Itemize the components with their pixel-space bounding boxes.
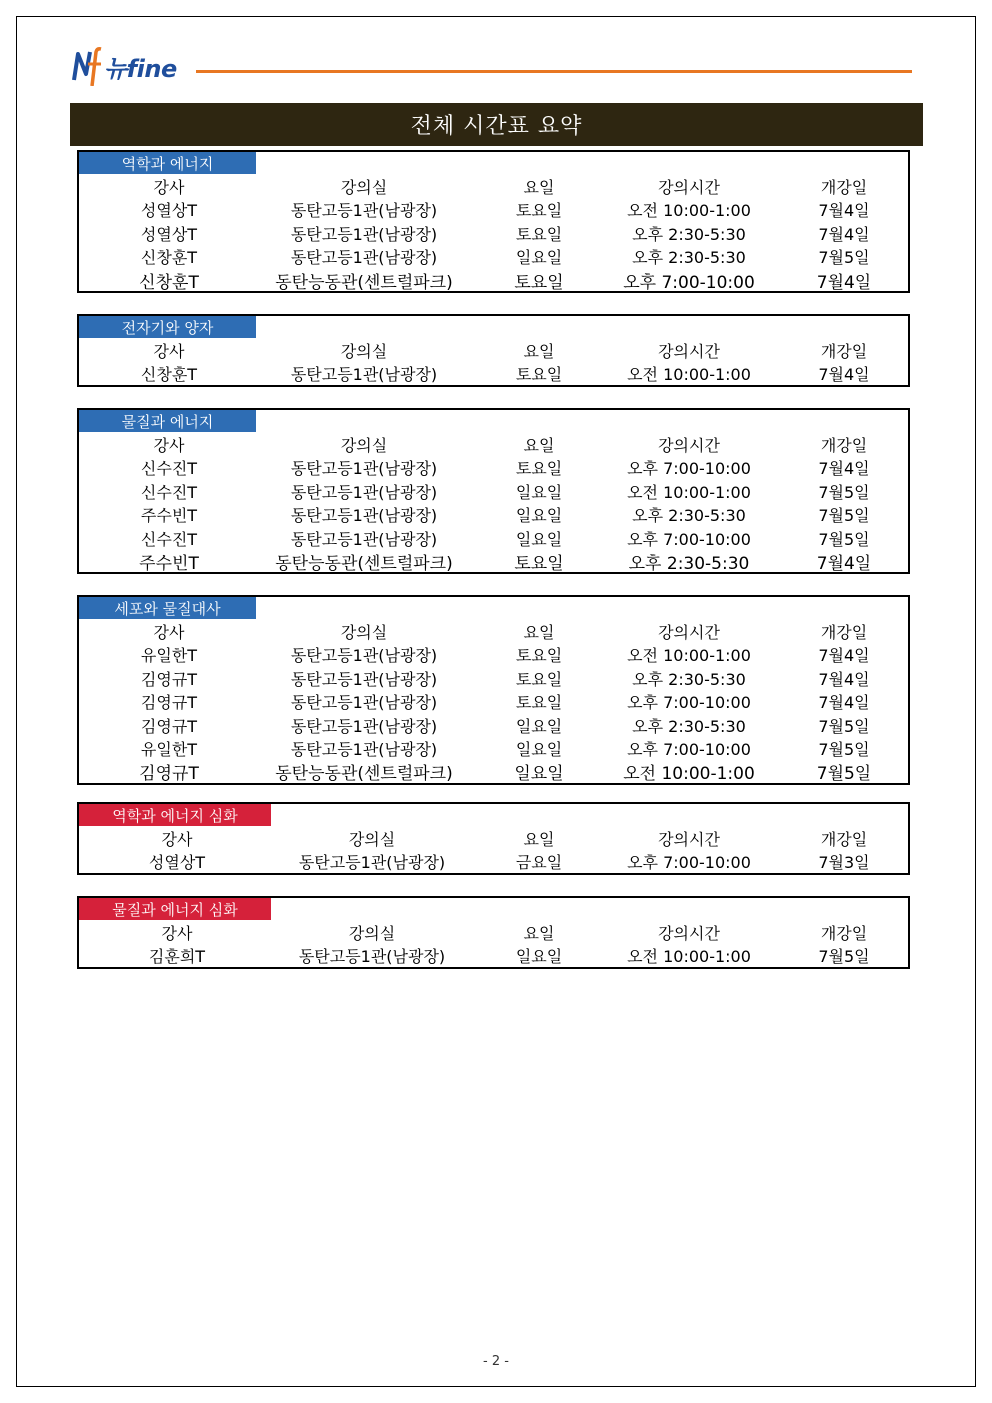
cell-teacher: 신창훈T (140, 248, 198, 267)
section-label: 물질과 에너지 심화 (79, 898, 271, 920)
cell-teacher: 유일한T (140, 740, 198, 759)
column-header-day: 요일 (523, 342, 555, 361)
cell-time: 오후 2:30-5:30 (632, 670, 746, 689)
cell-room: 동탄고등1관(남광장) (290, 365, 438, 384)
cell-room: 동탄고등1관(남광장) (290, 506, 438, 525)
cell-time: 오후 7:00-10:00 (623, 273, 755, 293)
table-row (79, 527, 908, 550)
cell-room: 동탄고등1관(남광장) (290, 693, 438, 712)
column-header-day: 요일 (523, 924, 555, 943)
column-header-day: 요일 (523, 178, 555, 197)
cell-day: 토요일 (515, 225, 563, 244)
cell-start-date: 7월5일 (818, 506, 870, 525)
column-header-room: 강의실 (348, 924, 396, 943)
table-header-row (79, 827, 908, 850)
cell-day: 토요일 (514, 554, 564, 574)
table-row (79, 850, 908, 873)
cell-start-date: 7월5일 (818, 530, 870, 549)
cell-room: 동탄고등1관(남광장) (290, 670, 438, 689)
cell-room: 동탄고등1관(남광장) (290, 201, 438, 220)
brand-logo (72, 44, 177, 88)
schedule-section (77, 150, 910, 293)
cell-room: 동탄고등1관(남광장) (290, 530, 438, 549)
column-header-teacher: 강사 (153, 178, 185, 197)
column-header-start-date: 개강일 (820, 436, 868, 455)
cell-teacher: 주수빈T (140, 506, 198, 525)
column-header-start-date: 개강일 (820, 178, 868, 197)
cell-time: 오후 2:30-5:30 (632, 506, 746, 525)
column-header-teacher: 강사 (153, 436, 185, 455)
cell-day: 일요일 (514, 764, 564, 784)
column-header-room: 강의실 (348, 830, 396, 849)
column-header-room: 강의실 (340, 342, 388, 361)
column-header-start-date: 개강일 (820, 342, 868, 361)
column-header-time: 강의시간 (658, 830, 720, 849)
table-row (79, 503, 908, 526)
column-header-teacher: 강사 (161, 924, 193, 943)
cell-teacher: 성열상T (148, 853, 206, 872)
cell-day: 토요일 (515, 670, 563, 689)
cell-start-date: 7월5일 (818, 740, 870, 759)
table-row (79, 269, 908, 292)
column-header-room: 강의실 (340, 178, 388, 197)
table-row (79, 245, 908, 268)
cell-time: 오후 7:00-10:00 (627, 693, 751, 712)
column-header-start-date: 개강일 (820, 623, 868, 642)
table-header-row (79, 339, 908, 362)
table-row (79, 222, 908, 245)
cell-room: 동탄고등1관(남광장) (290, 248, 438, 267)
cell-start-date: 7월5일 (818, 717, 870, 736)
cell-time: 오전 10:00-1:00 (627, 646, 751, 665)
logo-text: 뉴fine (104, 54, 177, 83)
table-row (79, 737, 908, 760)
schedule-section (77, 802, 910, 875)
cell-start-date: 7월5일 (818, 248, 870, 267)
cell-room: 동탄고등1관(남광장) (290, 646, 438, 665)
cell-time: 오후 2:30-5:30 (632, 717, 746, 736)
cell-teacher: 김영규T (140, 670, 198, 689)
cell-teacher: 주수빈T (139, 554, 199, 574)
cell-start-date: 7월4일 (816, 554, 872, 574)
section-label: 세포와 물질대사 (79, 597, 256, 619)
cell-day: 일요일 (515, 740, 563, 759)
table-row (79, 760, 908, 783)
section-label: 전자기와 양자 (79, 316, 256, 338)
cell-teacher: 김훈희T (148, 947, 206, 966)
cell-start-date: 7월5일 (818, 947, 870, 966)
cell-room: 동탄능동관(센트럴파크) (275, 273, 453, 293)
cell-teacher: 신수진T (140, 459, 198, 478)
cell-teacher: 신창훈T (140, 365, 198, 384)
cell-room: 동탄능동관(센트럴파크) (275, 764, 453, 784)
schedule-section (77, 314, 910, 387)
table-row (79, 198, 908, 221)
cell-start-date: 7월4일 (818, 646, 870, 665)
column-header-room: 강의실 (340, 436, 388, 455)
table-row (79, 480, 908, 503)
cell-room: 동탄고등1관(남광장) (290, 459, 438, 478)
cell-time: 오전 10:00-1:00 (623, 764, 755, 784)
cell-day: 토요일 (515, 201, 563, 220)
column-header-start-date: 개강일 (820, 924, 868, 943)
header-divider (196, 70, 912, 73)
table-row (79, 667, 908, 690)
cell-day: 일요일 (515, 717, 563, 736)
cell-day: 토요일 (515, 365, 563, 384)
column-header-time: 강의시간 (658, 436, 720, 455)
cell-room: 동탄고등1관(남광장) (298, 853, 446, 872)
column-header-time: 강의시간 (658, 342, 720, 361)
cell-day: 일요일 (515, 506, 563, 525)
cell-teacher: 성열상T (140, 201, 198, 220)
column-header-room: 강의실 (340, 623, 388, 642)
page-title: 전체 시간표 요약 (70, 103, 923, 146)
cell-start-date: 7월5일 (816, 764, 872, 784)
table-row (79, 944, 908, 967)
column-header-time: 강의시간 (658, 178, 720, 197)
cell-day: 일요일 (515, 530, 563, 549)
table-row (79, 690, 908, 713)
section-label: 역학과 에너지 (79, 152, 256, 174)
schedule-section (77, 595, 910, 785)
cell-time: 오후 2:30-5:30 (628, 554, 750, 574)
cell-day: 일요일 (515, 248, 563, 267)
cell-time: 오후 7:00-10:00 (627, 459, 751, 478)
table-header-row (79, 620, 908, 643)
table-header-row (79, 175, 908, 198)
cell-time: 오전 10:00-1:00 (627, 483, 751, 502)
cell-day: 토요일 (515, 646, 563, 665)
cell-day: 일요일 (515, 947, 563, 966)
cell-start-date: 7월4일 (818, 201, 870, 220)
cell-room: 동탄능동관(센트럴파크) (275, 554, 453, 574)
table-row (79, 643, 908, 666)
cell-time: 오전 10:00-1:00 (627, 201, 751, 220)
cell-teacher: 김영규T (140, 717, 198, 736)
table-row (79, 456, 908, 479)
schedule-section (77, 896, 910, 969)
column-header-start-date: 개강일 (820, 830, 868, 849)
cell-teacher: 유일한T (140, 646, 198, 665)
cell-day: 금요일 (515, 853, 563, 872)
column-header-teacher: 강사 (153, 342, 185, 361)
nf-logo-icon (72, 46, 102, 86)
cell-teacher: 김영규T (140, 693, 198, 712)
column-header-time: 강의시간 (658, 924, 720, 943)
cell-room: 동탄고등1관(남광장) (290, 717, 438, 736)
cell-start-date: 7월4일 (818, 693, 870, 712)
cell-day: 일요일 (515, 483, 563, 502)
cell-time: 오후 2:30-5:30 (632, 225, 746, 244)
column-header-day: 요일 (523, 623, 555, 642)
cell-day: 토요일 (515, 693, 563, 712)
cell-time: 오후 7:00-10:00 (627, 853, 751, 872)
cell-time: 오후 7:00-10:00 (627, 740, 751, 759)
section-label: 물질과 에너지 (79, 410, 256, 432)
table-row (79, 362, 908, 385)
column-header-teacher: 강사 (153, 623, 185, 642)
table-header-row (79, 921, 908, 944)
cell-start-date: 7월4일 (818, 459, 870, 478)
schedule-section (77, 408, 910, 574)
cell-room: 동탄고등1관(남광장) (290, 740, 438, 759)
cell-day: 토요일 (514, 273, 564, 293)
section-label: 역학과 에너지 심화 (79, 804, 271, 826)
cell-start-date: 7월4일 (818, 670, 870, 689)
cell-time: 오후 7:00-10:00 (627, 530, 751, 549)
cell-time: 오전 10:00-1:00 (627, 365, 751, 384)
cell-room: 동탄고등1관(남광장) (290, 483, 438, 502)
cell-teacher: 성열상T (140, 225, 198, 244)
cell-start-date: 7월4일 (818, 225, 870, 244)
column-header-day: 요일 (523, 830, 555, 849)
cell-start-date: 7월5일 (818, 483, 870, 502)
cell-start-date: 7월4일 (818, 365, 870, 384)
cell-teacher: 신창훈T (139, 273, 199, 293)
cell-teacher: 김영규T (139, 764, 199, 784)
table-header-row (79, 433, 908, 456)
cell-time: 오전 10:00-1:00 (627, 947, 751, 966)
cell-day: 토요일 (515, 459, 563, 478)
table-row (79, 714, 908, 737)
column-header-teacher: 강사 (161, 830, 193, 849)
cell-teacher: 신수진T (140, 483, 198, 502)
cell-teacher: 신수진T (140, 530, 198, 549)
cell-start-date: 7월3일 (818, 853, 870, 872)
cell-room: 동탄고등1관(남광장) (298, 947, 446, 966)
column-header-day: 요일 (523, 436, 555, 455)
column-header-time: 강의시간 (658, 623, 720, 642)
cell-start-date: 7월4일 (816, 273, 872, 293)
cell-time: 오후 2:30-5:30 (632, 248, 746, 267)
page-number: - 2 - (483, 1354, 509, 1369)
table-row (79, 550, 908, 573)
cell-room: 동탄고등1관(남광장) (290, 225, 438, 244)
